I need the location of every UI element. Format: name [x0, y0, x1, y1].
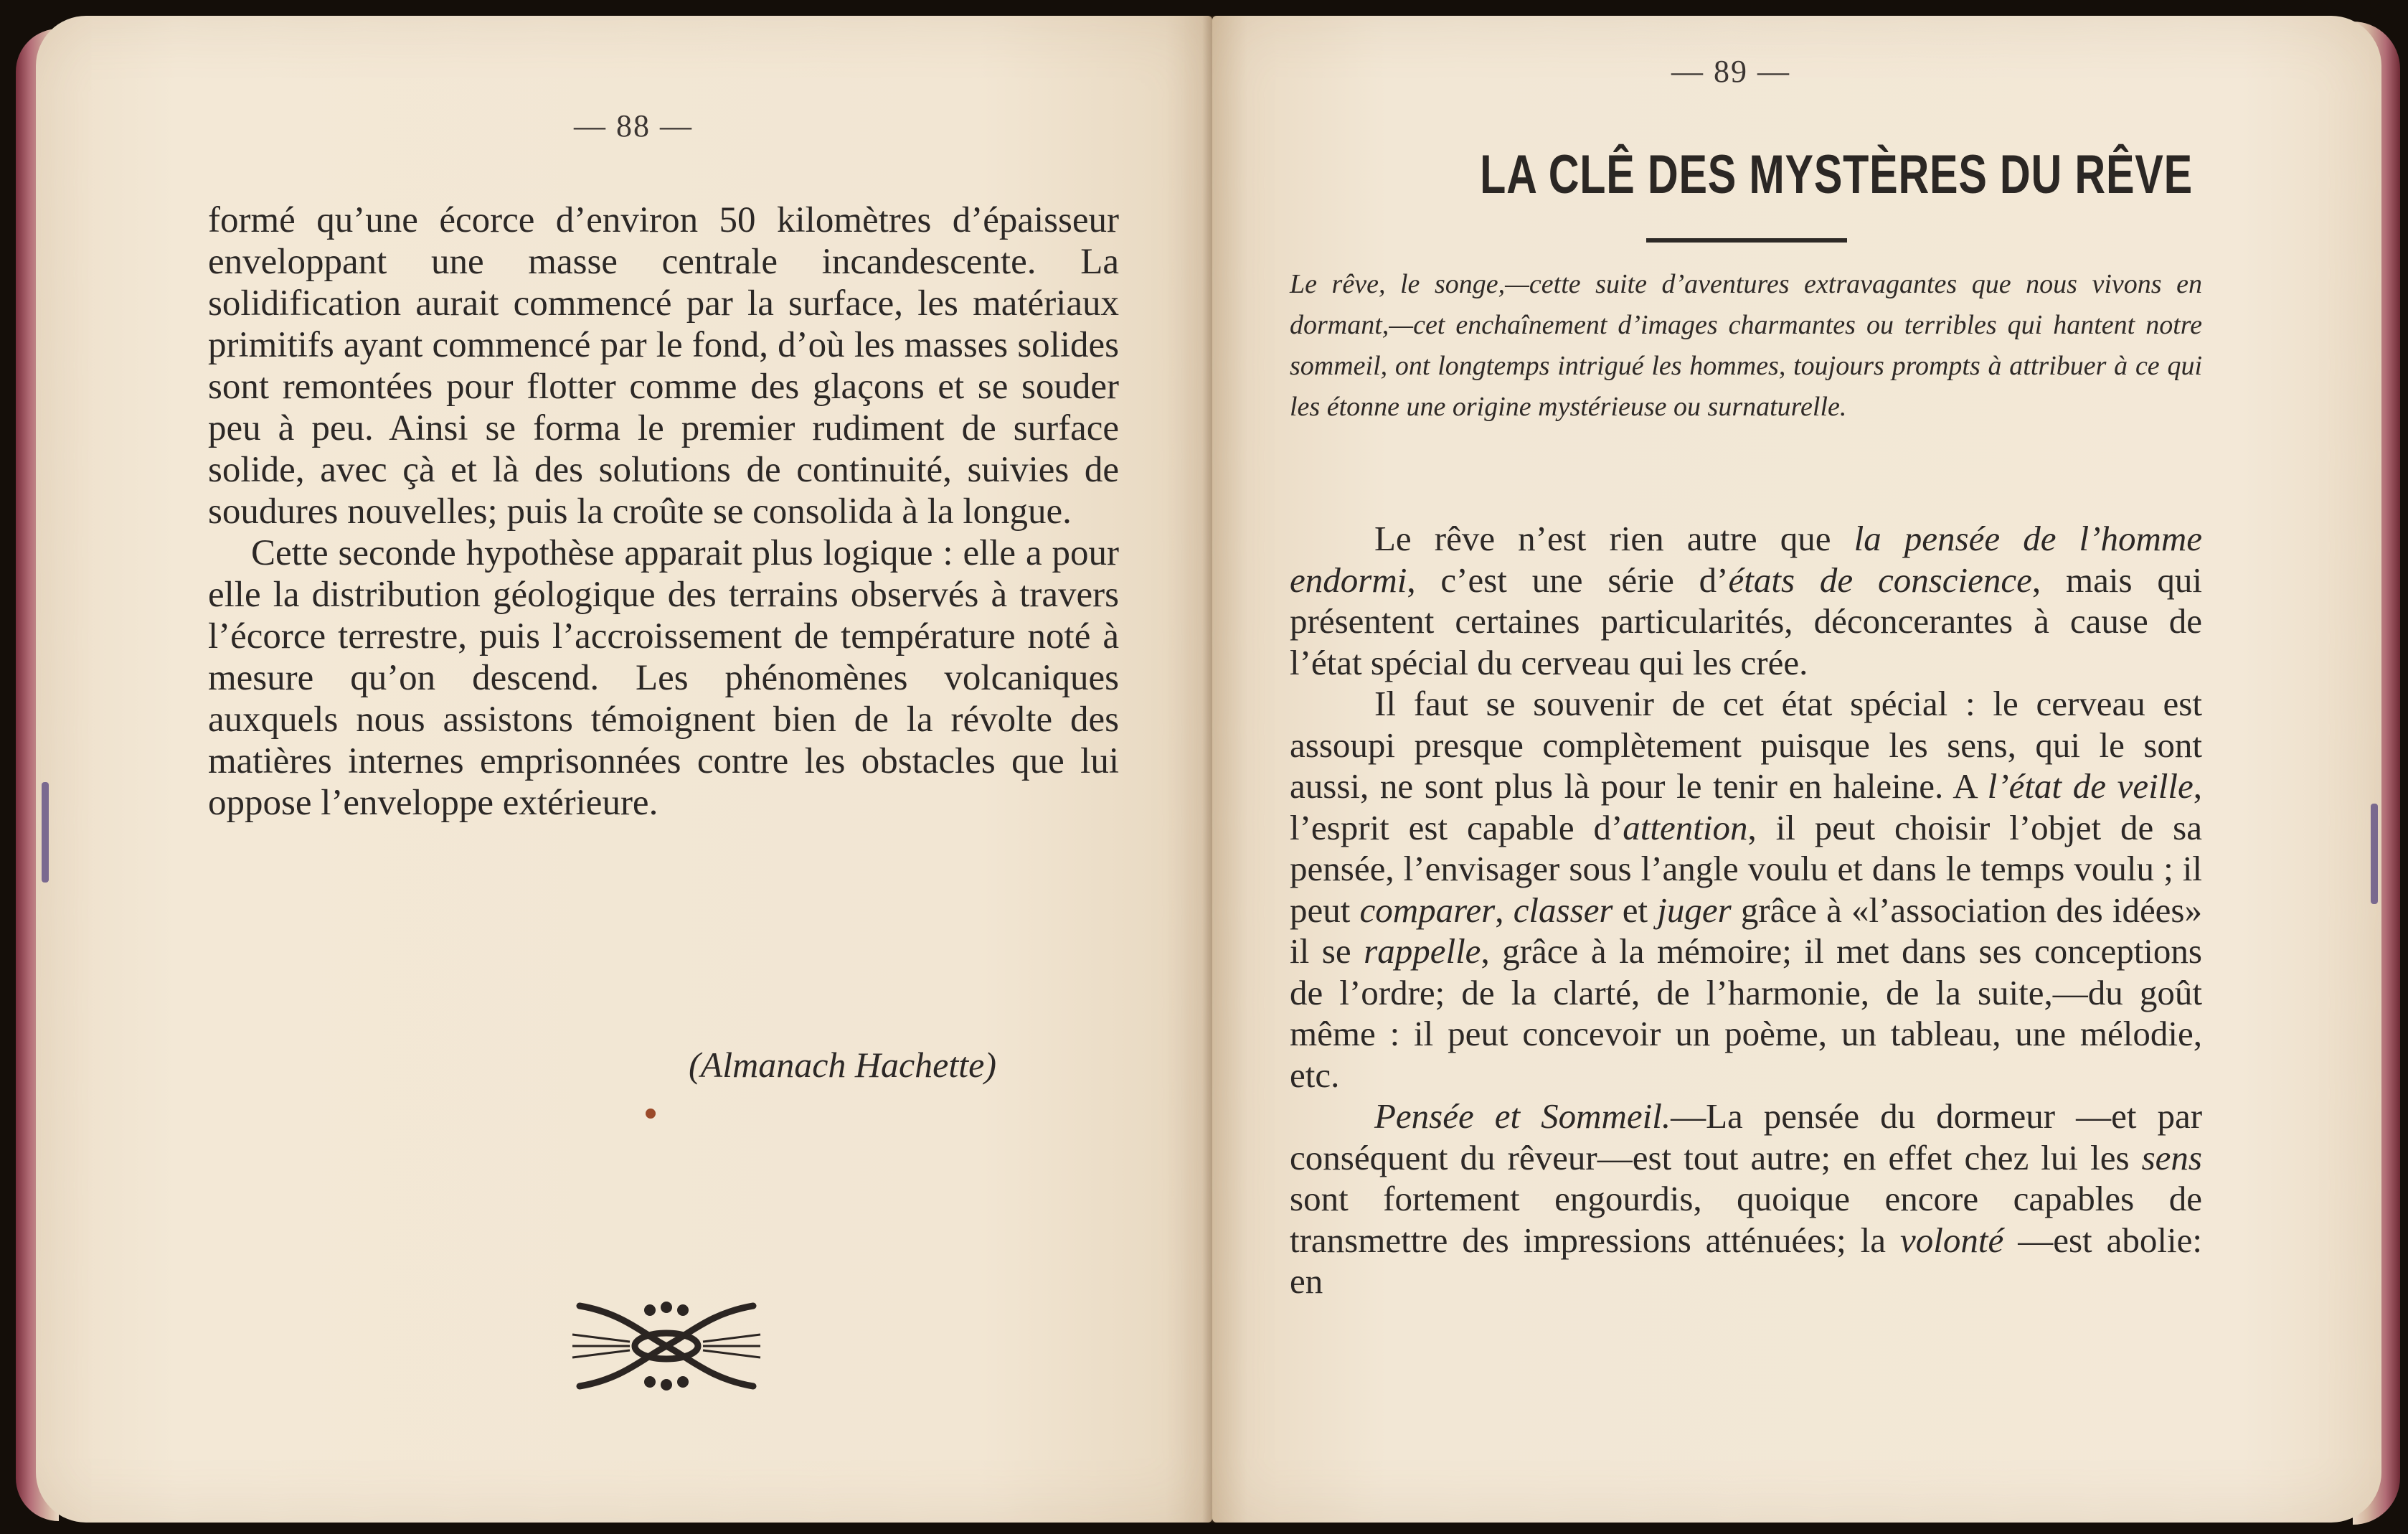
text-run: et — [1613, 890, 1658, 930]
title-underline — [1646, 238, 1847, 243]
right-paragraph-1 — [1290, 518, 2202, 683]
source-citation: (Almanach Hachette) — [689, 1045, 997, 1085]
left-page-body — [208, 199, 1119, 824]
text-run: , — [1495, 890, 1514, 930]
floral-ornament-icon — [565, 1291, 768, 1401]
text-run: , l’esprit est capable d’ — [1290, 766, 2202, 847]
emphasis-run: sens — [2141, 1137, 2202, 1177]
emphasis-run: juger — [1657, 890, 1732, 930]
emphasis-run: comparer — [1359, 890, 1496, 930]
left-ribbon-mark — [42, 782, 49, 883]
chapter-title: LA CLÊ DES MYSTÈRES DU RÊVE — [1480, 144, 2193, 205]
emphasis-run: l’état de veille — [1987, 766, 2194, 806]
left-paragraph-2: Cette seconde hypothèse apparait plus logique : elle a pour elle la distribution géologique des terrains observés à travers l’écorce terrestre, puis l’accroissement de température noté à mesure qu’on descend. Les phénomènes volcaniques auxquels nous assistons témoignent bien de la révolte des matières internes emprisonnées contre les obstacles que lui oppose l’enveloppe extérieure. — [208, 533, 1119, 823]
text-run: Le rêve n’est rien autre que — [1374, 519, 1854, 558]
emphasis-run: attention — [1623, 807, 1748, 847]
emphasis-run: volonté — [1900, 1220, 2004, 1260]
text-run: , il peut choisir l’objet de sa pensée, l’envisager sous l’angle voulu et dans le temps voulu ; il peut — [1290, 807, 2202, 930]
text-run: , mais qui présentent certaines particularités, déconcerantes à cause de l’état spécial du cerveau qui les crée. — [1290, 560, 2202, 682]
right-paragraph-3 — [1290, 1096, 2202, 1302]
text-run: sont fortement engourdis, quoique encore capables de transmettre des impressions atténuées; la — [1290, 1179, 2202, 1260]
emphasis-run: classer — [1513, 890, 1613, 930]
left-paragraph-1: formé qu’une écorce d’environ 50 kilomètres d’épaisseur enveloppant une masse centrale incandescente. La solidification aurait commencé par la surface, les matériaux primitifs ayant commencé par le fond, d’où les masses solides sont remontées pour flotter comme des glaçons et se souder peu à peu. Ainsi se forma le premier rudiment de surface solide, avec çà et là des solutions de continuité, suivies de soudures nouvelles; puis la croûte se consolida à la longue. — [208, 200, 1119, 532]
text-run: —est abolie: en — [1290, 1220, 2202, 1301]
emphasis-run: Pensée et Sommeil. — [1374, 1096, 1671, 1136]
right-paragraph-2 — [1290, 683, 2202, 1096]
chapter-intro: Le rêve, le songe,—cette suite d’aventures extravagantes que nous vivons en dormant,—cet enchaînement d’images charmantes ou terribles qui hantent notre sommeil, ont longtemps intrigué les hommes, toujours prompts à attribuer à ce qui les étonne une origine mystérieuse ou surnaturelle. — [1290, 269, 2202, 422]
text-run: , grâce à la mémoire; il met dans ses conceptions de l’ordre; de la clarté, de l’harmonie, de la suite,—du goût même : il peut concevoir un poème, un tableau, une mélodie, etc. — [1290, 931, 2202, 1095]
left-page-number: — 88 — — [574, 108, 693, 143]
right-page-number: — 89 — — [1671, 54, 1790, 89]
emphasis-run: la pensée de l’homme endormi — [1290, 519, 2202, 600]
text-run: grâce à «l’association des idées» il se — [1290, 890, 2203, 971]
emphasis-run: états de conscience — [1728, 560, 2032, 600]
right-page-body — [1290, 518, 2202, 1302]
emphasis-run: rappelle — [1364, 931, 1481, 971]
text-run: Il faut se souvenir de cet état spécial : le cerveau est assoupi presque complètement puisque les sens, qui le sont aussi, ne sont plus là pour le tenir en haleine. A — [1290, 684, 2202, 806]
ink-dot — [646, 1109, 656, 1119]
right-ribbon-mark — [2371, 804, 2378, 904]
text-run: , c’est une série d’ — [1407, 560, 1729, 600]
text-run: —La pensée du dormeur —et par conséquent du rêveur—est tout autre; en effet chez lui les — [1290, 1096, 2203, 1177]
